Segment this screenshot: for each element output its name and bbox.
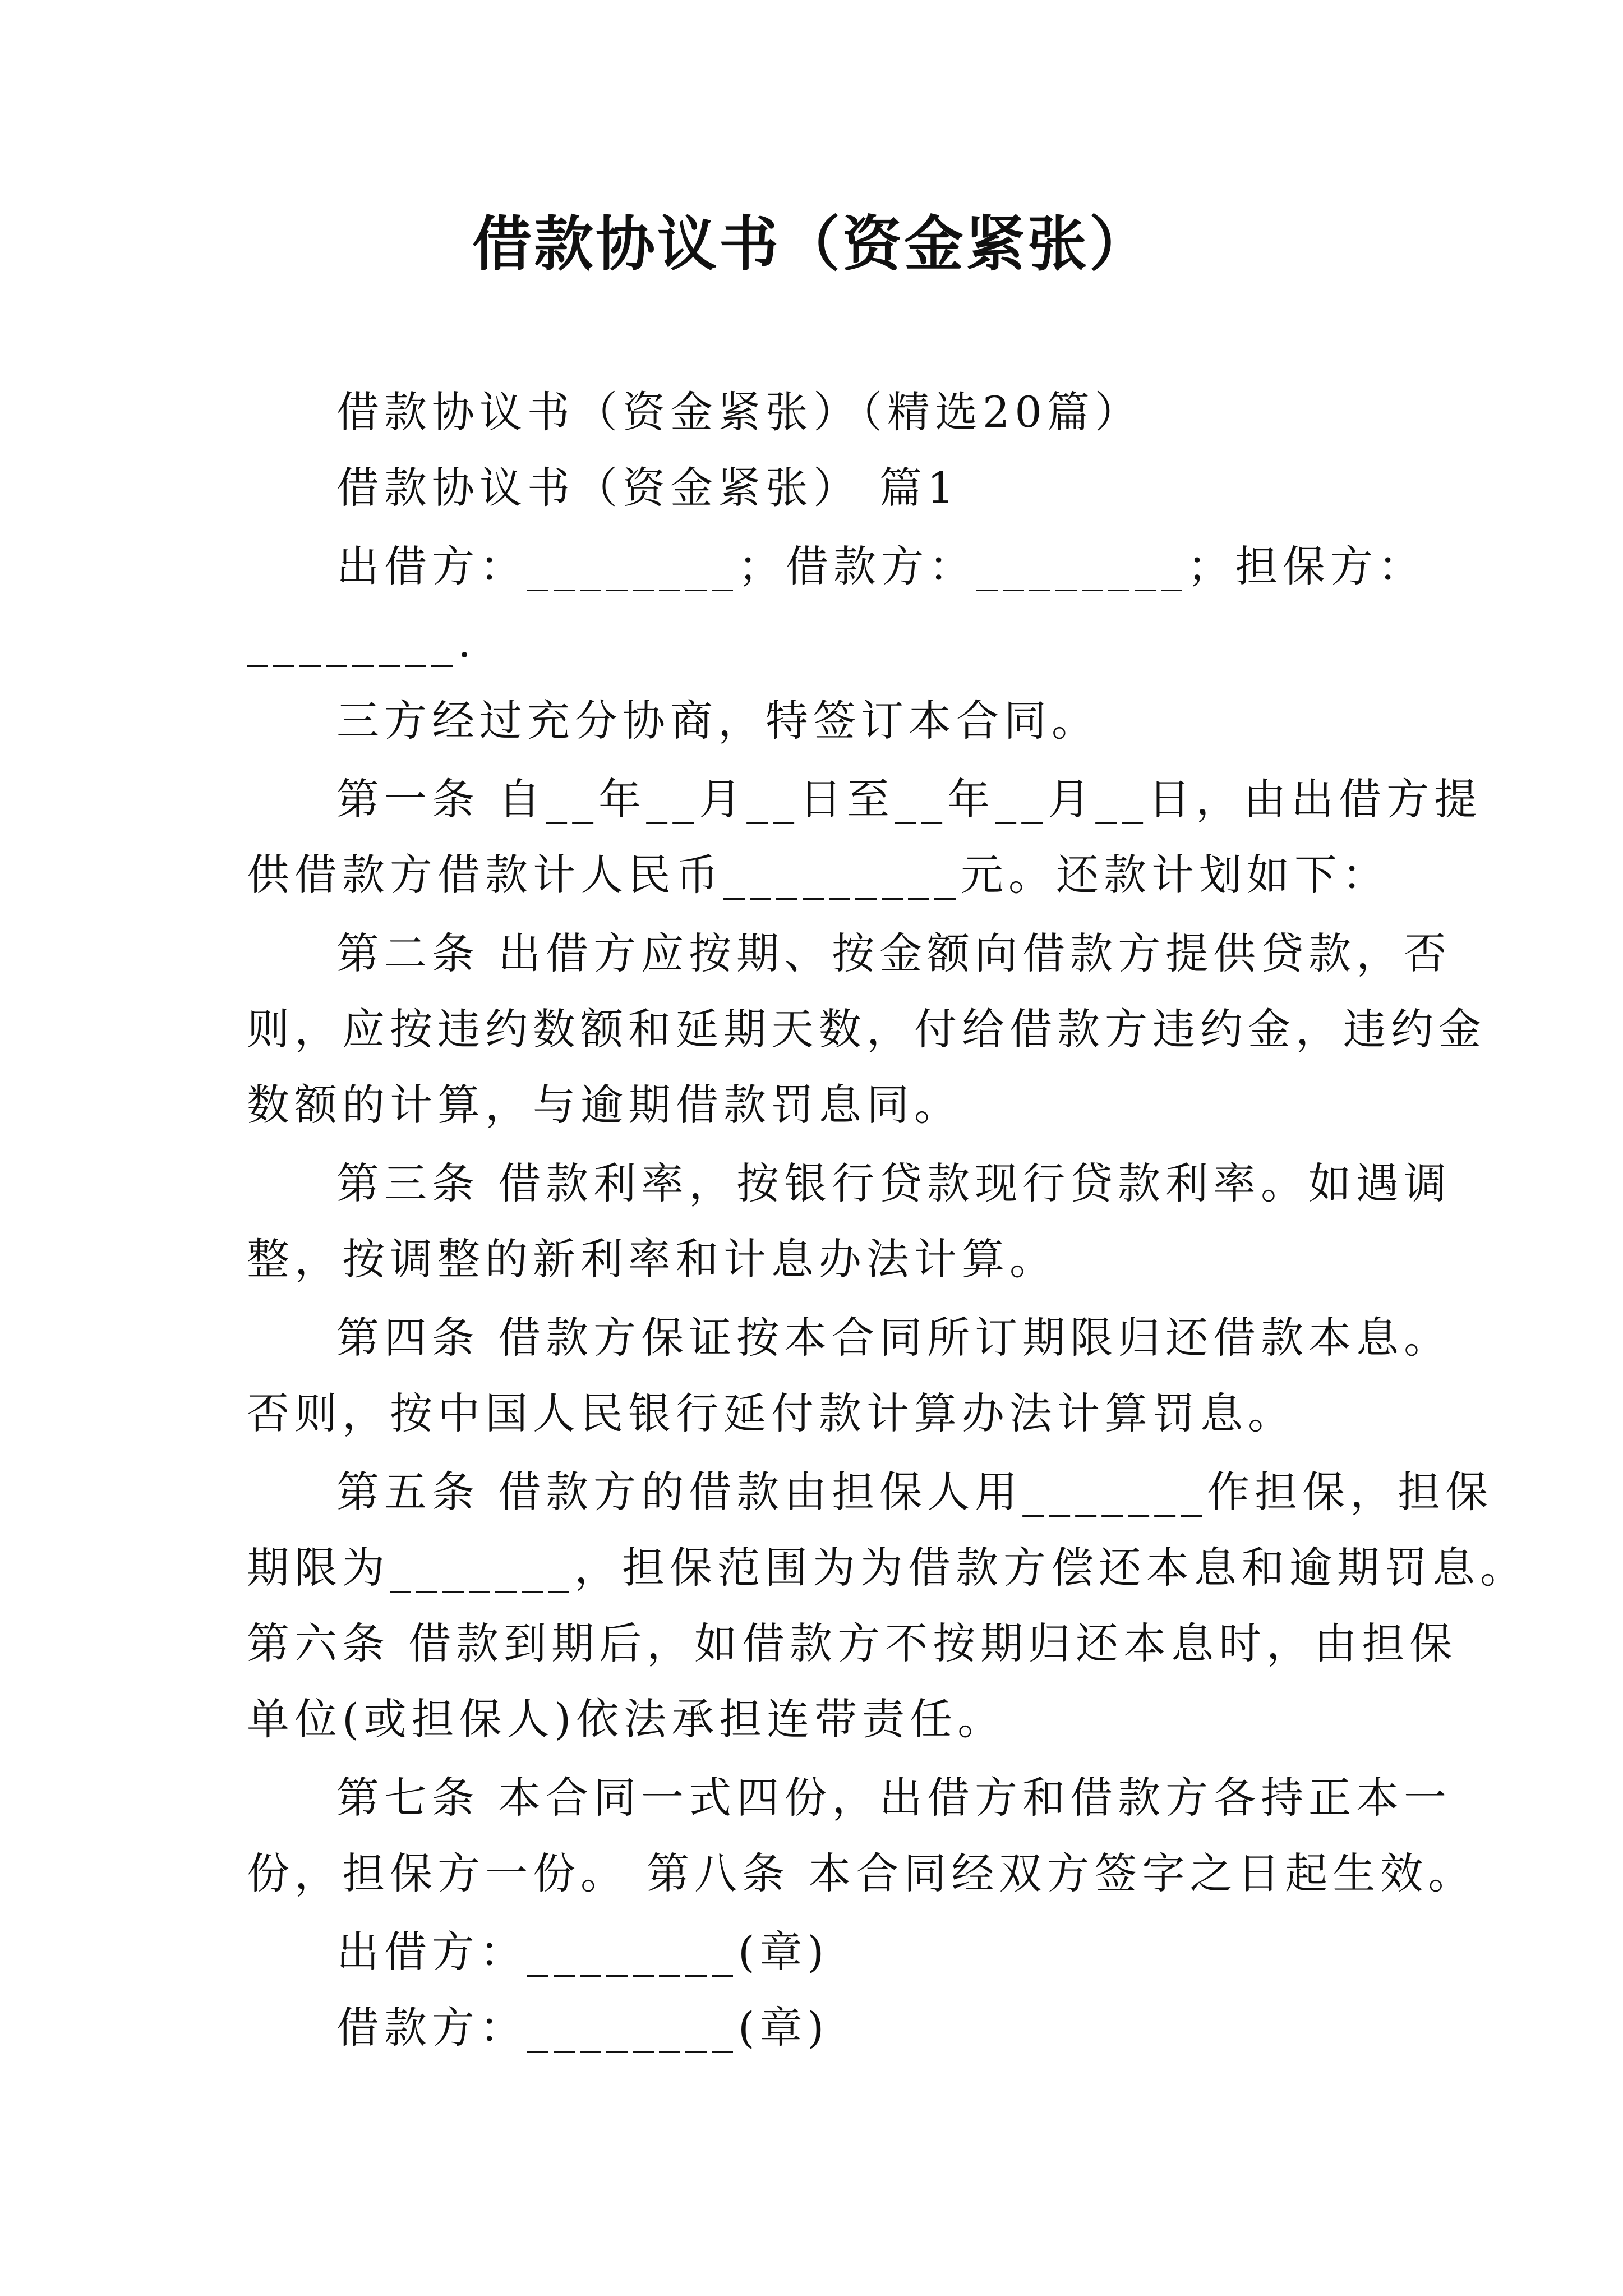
article-1-line-1: 第一条 自__年__月__日至__年__月__日，由出借方提 bbox=[336, 774, 1482, 824]
article-4-line-1: 第四条 借款方保证按本合同所订期限归还借款本息。 bbox=[336, 1313, 1452, 1363]
article-1-line-2: 供借款方借款计人民币_________元。还款计划如下： bbox=[247, 850, 1390, 900]
document-title: 借款协议书（资金紧张） bbox=[472, 209, 1151, 279]
article-5-line-2: 期限为_______，担保范围为为借款方偿还本息和逾期罚息。 bbox=[247, 1543, 1528, 1593]
article-6-line-1: 第六条 借款到期后，如借款方不按期归还本息时，由担保 bbox=[247, 1618, 1458, 1668]
section-heading: 借款协议书（资金紧张） 篇1 bbox=[336, 463, 960, 513]
article-3-line-2: 整，按调整的新利率和计息办法计算。 bbox=[247, 1234, 1057, 1284]
article-3-line-1: 第三条 借款利率，按银行贷款现行贷款利率。如遇调 bbox=[336, 1158, 1452, 1208]
signature-borrower: 借款方：________(章) bbox=[336, 2003, 829, 2053]
article-7-line-1: 第七条 本合同一式四份，出借方和借款方各持正本一 bbox=[336, 1773, 1452, 1823]
parties-continued: ________. bbox=[247, 617, 477, 667]
paragraph-intro: 三方经过充分协商，特签订本合同。 bbox=[336, 696, 1099, 746]
article-5-line-1: 第五条 借款方的借款由担保人用_______作担保，担保 bbox=[336, 1467, 1493, 1517]
article-2-line-3: 数额的计算，与逾期借款罚息同。 bbox=[247, 1080, 962, 1130]
parties-line bbox=[336, 536, 1426, 597]
parties-text: 出借方：________；借款方：________；担保方： bbox=[336, 541, 1426, 591]
subtitle-line: 借款协议书（资金紧张）（精选20篇） bbox=[336, 387, 1142, 437]
signature-lender: 出借方：________(章) bbox=[336, 1927, 829, 1977]
article-7-line-2: 份，担保方一份。 第八条 本合同经双方签字之日起生效。 bbox=[247, 1848, 1476, 1898]
article-2-line-2: 则，应按违约数额和延期天数，付给借款方违约金，违约金 bbox=[247, 1004, 1486, 1054]
article-4-line-2: 否则，按中国人民银行延付款计算办法计算罚息。 bbox=[247, 1388, 1295, 1438]
article-6-line-2: 单位(或担保人)依法承担连带责任。 bbox=[247, 1694, 1006, 1744]
article-2-line-1: 第二条 出借方应按期、按金额向借款方提供贷款，否 bbox=[336, 928, 1452, 978]
